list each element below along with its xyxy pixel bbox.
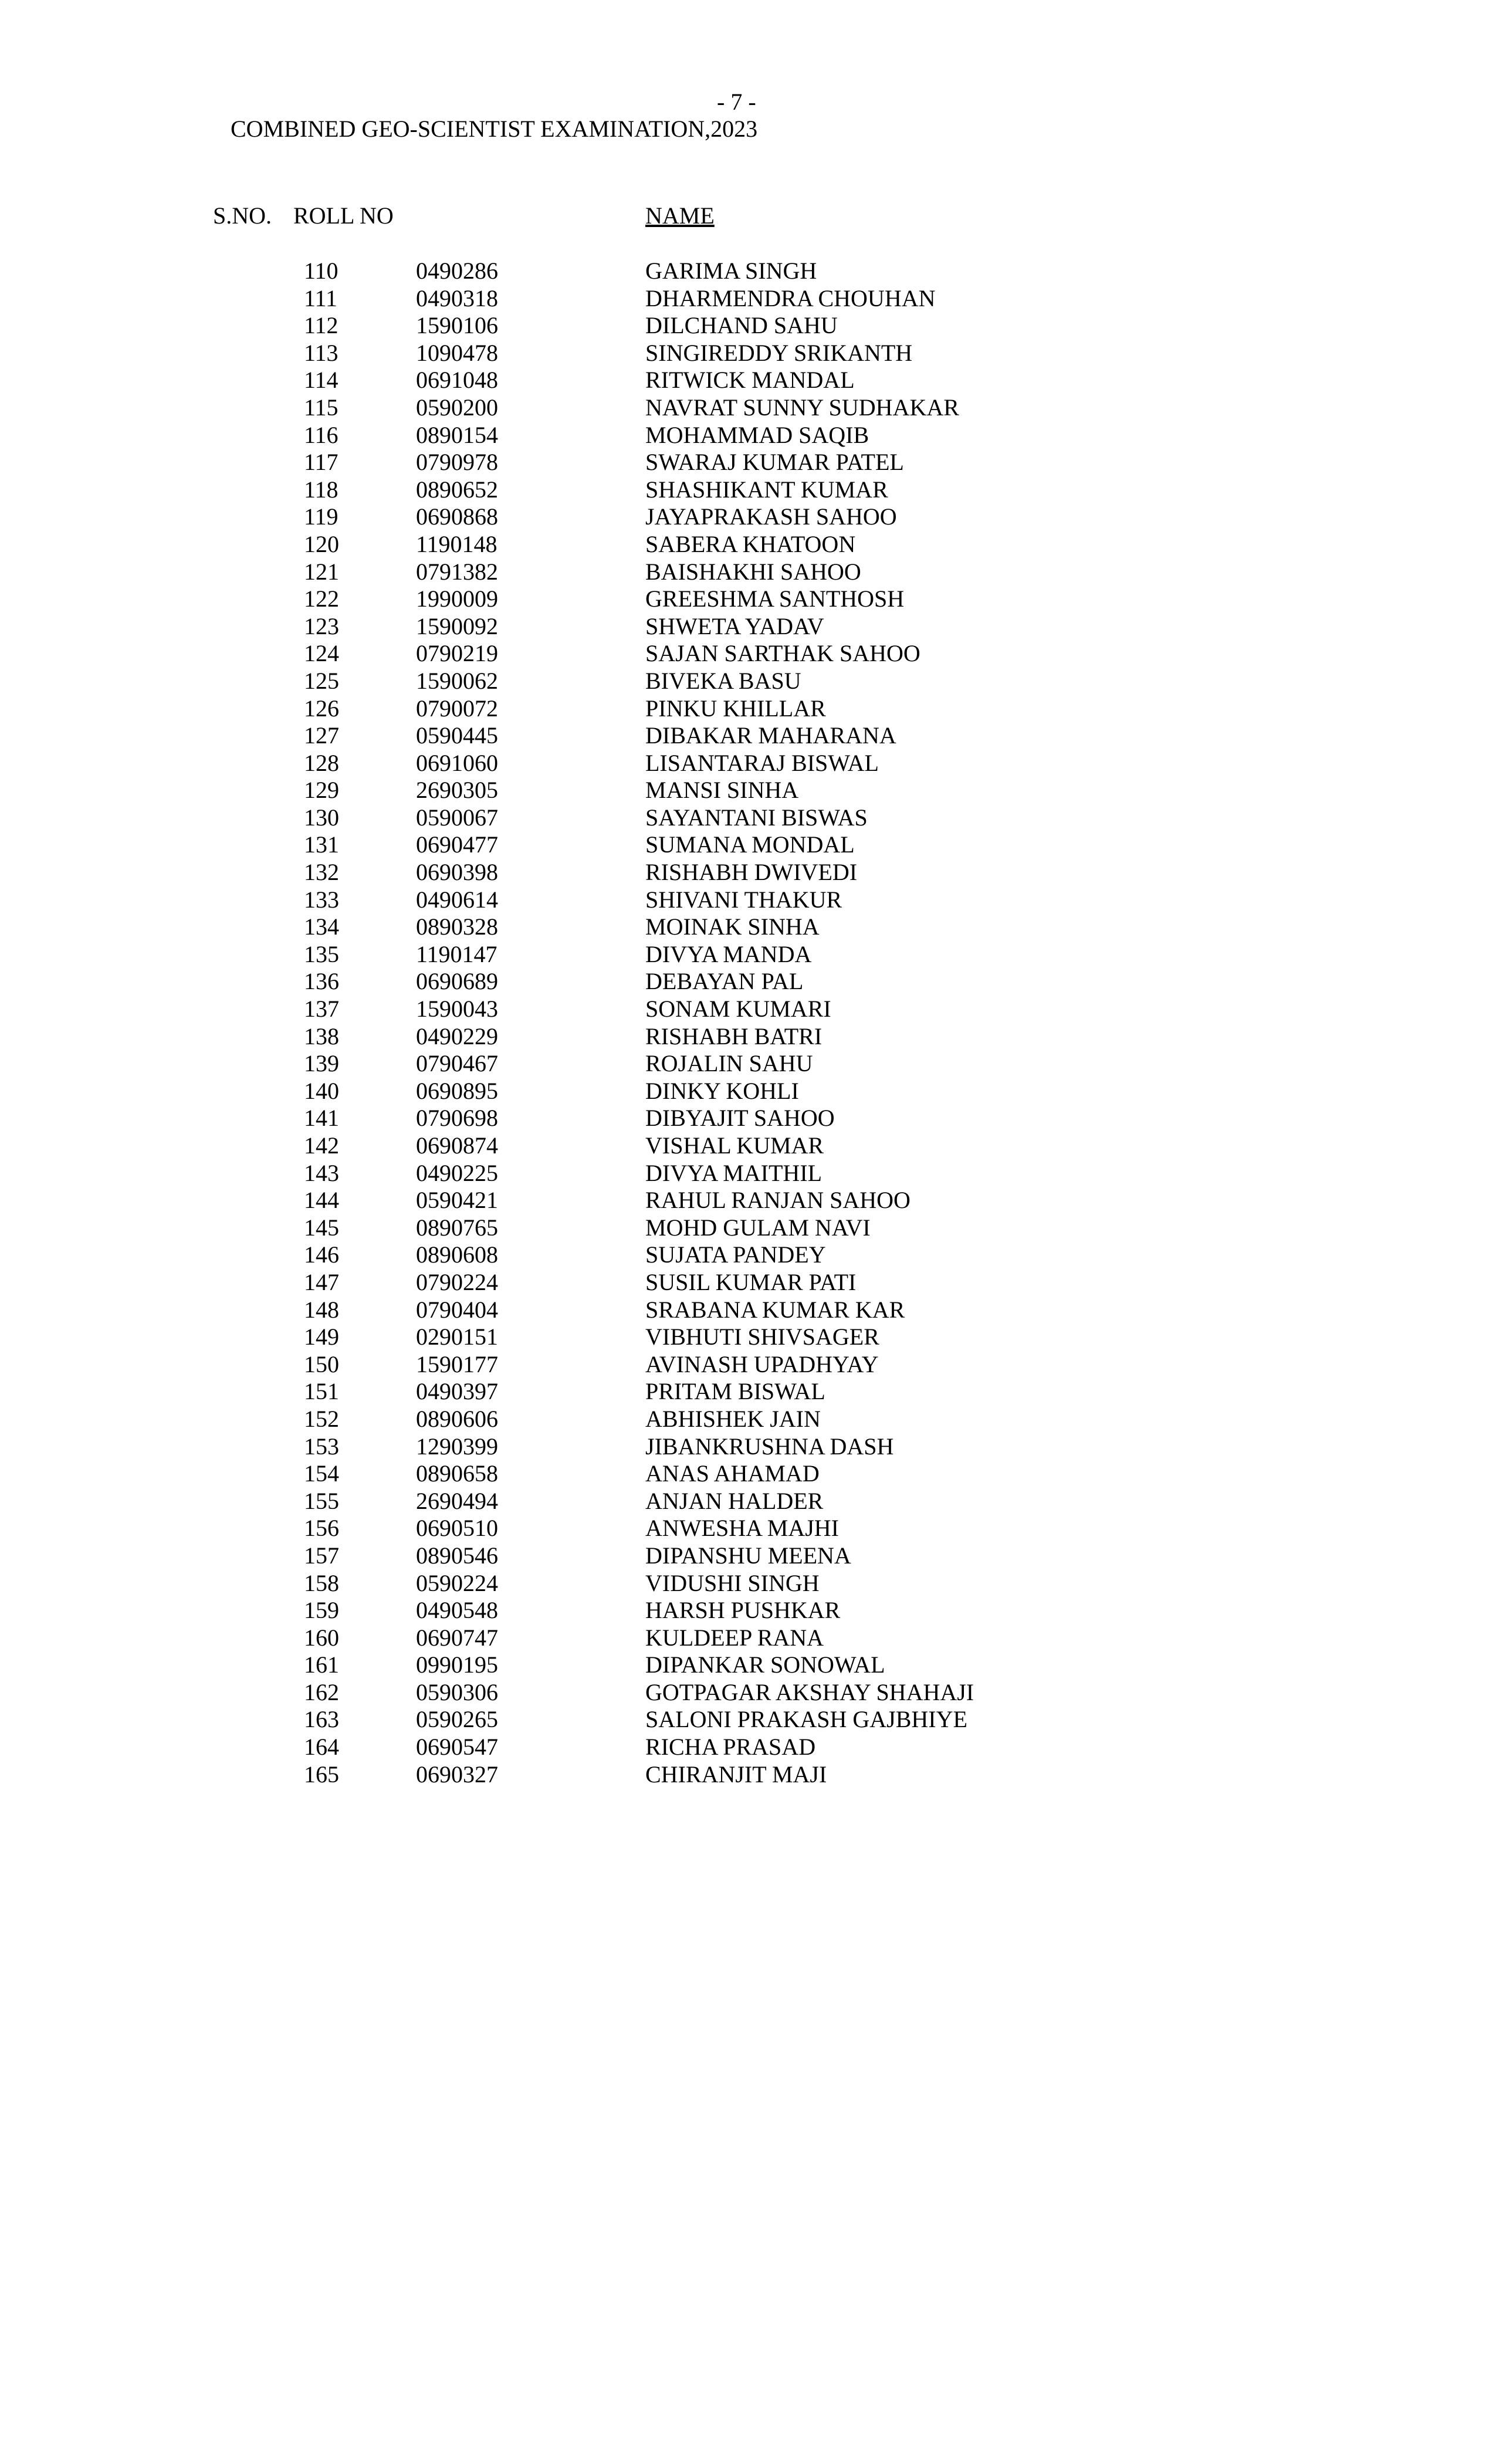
- serial-number: 160: [304, 1624, 339, 1651]
- candidate-list: [0, 257, 1496, 1788]
- table-row: [0, 366, 1496, 394]
- candidate-name: SAJAN SARTHAK SAHOO: [645, 640, 920, 667]
- table-row: [0, 257, 1496, 285]
- candidate-name: SRABANA KUMAR KAR: [645, 1296, 905, 1323]
- table-row: [0, 858, 1496, 886]
- serial-number: 121: [304, 558, 339, 585]
- table-row: [0, 940, 1496, 968]
- table-row: [0, 1268, 1496, 1296]
- candidate-name: DEBAYAN PAL: [645, 968, 804, 995]
- serial-number: 136: [304, 968, 339, 995]
- serial-number: 112: [304, 312, 339, 339]
- serial-number: 145: [304, 1214, 339, 1241]
- table-row: [0, 639, 1496, 667]
- serial-number: 118: [304, 476, 339, 503]
- serial-number: 120: [304, 530, 339, 557]
- table-row: [0, 1596, 1496, 1624]
- candidate-name: SUMANA MONDAL: [645, 831, 855, 858]
- table-row: [0, 1678, 1496, 1706]
- candidate-name: DIBAKAR MAHARANA: [645, 722, 896, 749]
- table-row: [0, 749, 1496, 777]
- serial-number: 150: [304, 1351, 339, 1377]
- roll-number: 0690547: [416, 1734, 498, 1761]
- serial-number: 132: [304, 859, 339, 886]
- roll-number: 1290399: [416, 1433, 498, 1460]
- table-row: [0, 1569, 1496, 1597]
- table-row: [0, 1624, 1496, 1651]
- roll-number: 0290151: [416, 1324, 498, 1351]
- table-row: [0, 530, 1496, 558]
- candidate-name: SONAM KUMARI: [645, 996, 831, 1023]
- serial-number: 147: [304, 1268, 339, 1295]
- table-row: [0, 831, 1496, 858]
- table-row: [0, 312, 1496, 339]
- table-row: [0, 476, 1496, 503]
- serial-number: 138: [304, 1023, 339, 1050]
- roll-number: 0790072: [416, 695, 498, 722]
- serial-number: 130: [304, 804, 339, 831]
- table-row: [0, 394, 1496, 421]
- roll-number: 0690477: [416, 831, 498, 858]
- table-row: [0, 448, 1496, 476]
- serial-number: 140: [304, 1077, 339, 1104]
- candidate-name: DILCHAND SAHU: [645, 312, 838, 339]
- serial-number: 158: [304, 1569, 339, 1596]
- candidate-name: RITWICK MANDAL: [645, 367, 855, 394]
- serial-number: 157: [304, 1542, 339, 1569]
- candidate-name: ANJAN HALDER: [645, 1487, 824, 1514]
- candidate-name: LISANTARAJ BISWAL: [645, 749, 879, 776]
- serial-number: 141: [304, 1105, 339, 1132]
- serial-number: 148: [304, 1296, 339, 1323]
- exam-title: COMBINED GEO-SCIENTIST EXAMINATION,2023: [231, 116, 758, 142]
- table-row: [0, 1651, 1496, 1678]
- column-header-sno: S.NO.: [213, 202, 272, 229]
- table-row: [0, 1077, 1496, 1105]
- candidate-name: RICHA PRASAD: [645, 1734, 816, 1761]
- roll-number: 0890765: [416, 1214, 498, 1241]
- serial-number: 142: [304, 1132, 339, 1159]
- roll-number: 0890328: [416, 913, 498, 940]
- table-row: [0, 1705, 1496, 1733]
- roll-number: 0691048: [416, 367, 498, 394]
- candidate-name: VIBHUTI SHIVSAGER: [645, 1324, 879, 1351]
- roll-number: 0890546: [416, 1542, 498, 1569]
- roll-number: 0790219: [416, 640, 498, 667]
- serial-number: 135: [304, 940, 339, 967]
- roll-number: 0590445: [416, 722, 498, 749]
- serial-number: 110: [304, 258, 339, 284]
- candidate-name: NAVRAT SUNNY SUDHAKAR: [645, 394, 959, 421]
- candidate-name: SWARAJ KUMAR PATEL: [645, 449, 904, 476]
- candidate-name: SUJATA PANDEY: [645, 1241, 826, 1268]
- roll-number: 0790404: [416, 1296, 498, 1323]
- roll-number: 0690895: [416, 1077, 498, 1104]
- candidate-name: SABERA KHATOON: [645, 530, 856, 557]
- candidate-name: DIBYAJIT SAHOO: [645, 1105, 835, 1132]
- serial-number: 124: [304, 640, 339, 667]
- roll-number: 0990195: [416, 1651, 498, 1678]
- candidate-name: DIVYA MANDA: [645, 940, 812, 967]
- candidate-name: ROJALIN SAHU: [645, 1050, 813, 1077]
- table-row: [0, 967, 1496, 995]
- serial-number: 154: [304, 1460, 339, 1487]
- roll-number: 0590200: [416, 394, 498, 421]
- serial-number: 128: [304, 749, 339, 776]
- roll-number: 0890652: [416, 476, 498, 503]
- roll-number: 0691060: [416, 749, 498, 776]
- table-row: [0, 612, 1496, 640]
- table-row: [0, 558, 1496, 585]
- table-row: [0, 1487, 1496, 1515]
- roll-number: 0490225: [416, 1159, 498, 1186]
- candidate-name: GARIMA SINGH: [645, 258, 817, 284]
- table-row: [0, 804, 1496, 831]
- roll-number: 0790224: [416, 1268, 498, 1295]
- table-row: [0, 339, 1496, 367]
- candidate-name: ANAS AHAMAD: [645, 1460, 820, 1487]
- roll-number: 1090478: [416, 339, 498, 366]
- roll-number: 0690689: [416, 968, 498, 995]
- candidate-name: HARSH PUSHKAR: [645, 1597, 841, 1624]
- roll-number: 0590421: [416, 1187, 498, 1214]
- roll-number: 0690398: [416, 859, 498, 886]
- roll-number: 1190148: [416, 530, 497, 557]
- serial-number: 146: [304, 1241, 339, 1268]
- table-row: [0, 1186, 1496, 1214]
- serial-number: 162: [304, 1678, 339, 1705]
- candidate-name: SHIVANI THAKUR: [645, 886, 842, 913]
- candidate-name: DIVYA MAITHIL: [645, 1159, 823, 1186]
- candidate-name: SUSIL KUMAR PATI: [645, 1268, 857, 1295]
- roll-number: 0590265: [416, 1706, 498, 1733]
- roll-number: 0690510: [416, 1515, 498, 1542]
- candidate-name: PINKU KHILLAR: [645, 695, 826, 722]
- candidate-name: MOHD GULAM NAVI: [645, 1214, 871, 1241]
- serial-number: 133: [304, 886, 339, 913]
- candidate-name: GOTPAGAR AKSHAY SHAHAJI: [645, 1678, 974, 1705]
- table-row: [0, 1405, 1496, 1433]
- table-row: [0, 1050, 1496, 1077]
- table-row: [0, 1323, 1496, 1351]
- serial-number: 151: [304, 1378, 339, 1405]
- candidate-name: SHASHIKANT KUMAR: [645, 476, 888, 503]
- candidate-name: JIBANKRUSHNA DASH: [645, 1433, 894, 1460]
- serial-number: 129: [304, 777, 339, 804]
- column-header-name: NAME: [645, 202, 715, 229]
- table-row: [0, 1460, 1496, 1487]
- roll-number: 0690868: [416, 503, 498, 530]
- page-number: - 7 -: [717, 89, 756, 115]
- table-row: [0, 667, 1496, 695]
- roll-number: 0890606: [416, 1405, 498, 1432]
- roll-number: 0790978: [416, 449, 498, 476]
- candidate-name: VIDUSHI SINGH: [645, 1569, 820, 1596]
- candidate-name: GREESHMA SANTHOSH: [645, 585, 905, 612]
- serial-number: 143: [304, 1159, 339, 1186]
- candidate-name: MOHAMMAD SAQIB: [645, 421, 869, 448]
- candidate-name: DHARMENDRA CHOUHAN: [645, 285, 936, 312]
- serial-number: 117: [304, 449, 339, 476]
- candidate-name: CHIRANJIT MAJI: [645, 1761, 827, 1788]
- table-row: [0, 1433, 1496, 1460]
- serial-number: 159: [304, 1597, 339, 1624]
- serial-number: 127: [304, 722, 339, 749]
- candidate-name: ANWESHA MAJHI: [645, 1515, 839, 1542]
- table-row: [0, 995, 1496, 1023]
- serial-number: 152: [304, 1405, 339, 1432]
- table-row: [0, 1761, 1496, 1788]
- candidate-name: DINKY KOHLI: [645, 1077, 799, 1104]
- candidate-name: RAHUL RANJAN SAHOO: [645, 1187, 911, 1214]
- candidate-name: SINGIREDDY SRIKANTH: [645, 339, 913, 366]
- table-row: [0, 1542, 1496, 1569]
- table-row: [0, 776, 1496, 804]
- candidate-name: MANSI SINHA: [645, 777, 799, 804]
- roll-number: 2690305: [416, 777, 498, 804]
- candidate-name: KULDEEP RANA: [645, 1624, 824, 1651]
- serial-number: 122: [304, 585, 339, 612]
- table-row: [0, 1159, 1496, 1187]
- roll-number: 0790467: [416, 1050, 498, 1077]
- candidate-name: DIPANKAR SONOWAL: [645, 1651, 885, 1678]
- table-row: [0, 585, 1496, 612]
- candidate-name: ABHISHEK JAIN: [645, 1405, 821, 1432]
- table-row: [0, 1241, 1496, 1268]
- serial-number: 123: [304, 612, 339, 639]
- table-row: [0, 421, 1496, 449]
- serial-number: 139: [304, 1050, 339, 1077]
- roll-number: 0590067: [416, 804, 498, 831]
- candidate-name: MOINAK SINHA: [645, 913, 820, 940]
- roll-number: 0790698: [416, 1105, 498, 1132]
- roll-number: 1590062: [416, 667, 498, 694]
- roll-number: 0791382: [416, 558, 498, 585]
- roll-number: 2690494: [416, 1487, 498, 1514]
- roll-number: 0490286: [416, 258, 498, 284]
- serial-number: 134: [304, 913, 339, 940]
- serial-number: 131: [304, 831, 339, 858]
- roll-number: 1190147: [416, 940, 497, 967]
- candidate-name: DIPANSHU MEENA: [645, 1542, 851, 1569]
- serial-number: 119: [304, 503, 339, 530]
- roll-number: 0690747: [416, 1624, 498, 1651]
- roll-number: 0890608: [416, 1241, 498, 1268]
- roll-number: 1990009: [416, 585, 498, 612]
- column-header-roll-no: ROLL NO: [293, 202, 394, 229]
- table-row: [0, 1023, 1496, 1050]
- serial-number: 161: [304, 1651, 339, 1678]
- table-row: [0, 503, 1496, 530]
- serial-number: 153: [304, 1433, 339, 1460]
- table-row: [0, 1351, 1496, 1378]
- candidate-name: RISHABH DWIVEDI: [645, 859, 858, 886]
- roll-number: 1590043: [416, 996, 498, 1023]
- candidate-name: SAYANTANI BISWAS: [645, 804, 868, 831]
- candidate-name: SALONI PRAKASH GAJBHIYE: [645, 1706, 967, 1733]
- table-row: [0, 1514, 1496, 1542]
- candidate-name: BIVEKA BASU: [645, 667, 801, 694]
- table-row: [0, 913, 1496, 940]
- roll-number: 0590306: [416, 1678, 498, 1705]
- roll-number: 1590092: [416, 612, 498, 639]
- serial-number: 149: [304, 1324, 339, 1351]
- candidate-name: JAYAPRAKASH SAHOO: [645, 503, 897, 530]
- table-row: [0, 886, 1496, 913]
- candidate-name: PRITAM BISWAL: [645, 1378, 825, 1405]
- roll-number: 0490397: [416, 1378, 498, 1405]
- serial-number: 113: [304, 339, 339, 366]
- roll-number: 1590106: [416, 312, 498, 339]
- serial-number: 155: [304, 1487, 339, 1514]
- table-row: [0, 1214, 1496, 1241]
- roll-number: 0490548: [416, 1597, 498, 1624]
- table-row: [0, 1104, 1496, 1132]
- candidate-name: VISHAL KUMAR: [645, 1132, 824, 1159]
- serial-number: 126: [304, 695, 339, 722]
- candidate-name: RISHABH BATRI: [645, 1023, 823, 1050]
- roll-number: 0890658: [416, 1460, 498, 1487]
- roll-number: 0890154: [416, 421, 498, 448]
- serial-number: 156: [304, 1515, 339, 1542]
- serial-number: 137: [304, 996, 339, 1023]
- candidate-name: SHWETA YADAV: [645, 612, 824, 639]
- table-row: [0, 1132, 1496, 1159]
- serial-number: 125: [304, 667, 339, 694]
- table-row: [0, 1296, 1496, 1324]
- table-row: [0, 722, 1496, 749]
- serial-number: 163: [304, 1706, 339, 1733]
- serial-number: 115: [304, 394, 339, 421]
- roll-number: 0490614: [416, 886, 498, 913]
- serial-number: 164: [304, 1734, 339, 1761]
- candidate-name: AVINASH UPADHYAY: [645, 1351, 879, 1377]
- candidate-name: BAISHAKHI SAHOO: [645, 558, 861, 585]
- serial-number: 116: [304, 421, 339, 448]
- roll-number: 0690327: [416, 1761, 498, 1788]
- roll-number: 0490229: [416, 1023, 498, 1050]
- roll-number: 0490318: [416, 285, 498, 312]
- roll-number: 0590224: [416, 1569, 498, 1596]
- table-row: [0, 285, 1496, 312]
- serial-number: 165: [304, 1761, 339, 1788]
- serial-number: 114: [304, 367, 339, 394]
- roll-number: 0690874: [416, 1132, 498, 1159]
- table-row: [0, 1733, 1496, 1761]
- table-row: [0, 1377, 1496, 1405]
- roll-number: 1590177: [416, 1351, 498, 1377]
- table-row: [0, 695, 1496, 722]
- serial-number: 111: [304, 285, 338, 312]
- serial-number: 144: [304, 1187, 339, 1214]
